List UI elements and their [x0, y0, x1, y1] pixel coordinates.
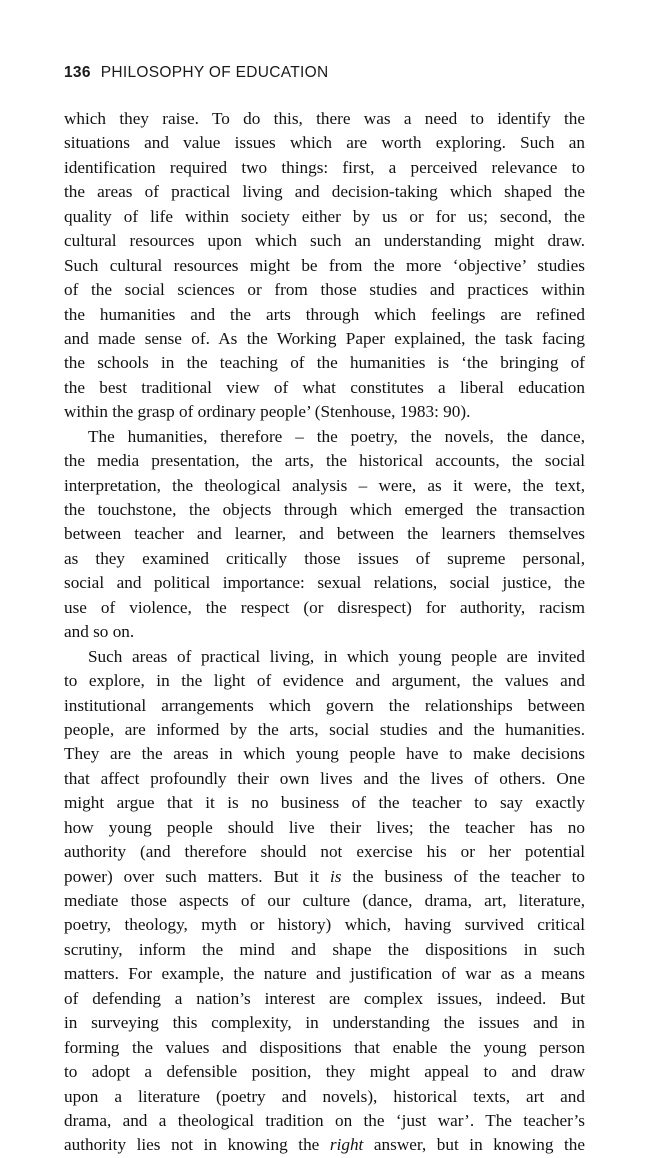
text-line: the schools in the teaching of the humanities is ‘the bringing of	[64, 353, 585, 373]
text-line: cultural resources upon which such an understanding might draw.	[64, 231, 585, 251]
text-line: drama, and a theological tradition on the ‘just war’. The teacher’s	[64, 1110, 585, 1130]
chapter-title: PHILOSOPHY OF EDUCATION	[100, 64, 329, 81]
text-line: poetry, theology, myth or history) which, having survived critical	[64, 915, 585, 935]
text-line: The humanities, therefore – the poetry, the novels, the dance,	[88, 426, 585, 446]
text-line: and so on.	[64, 622, 135, 642]
text-line: authority (and therefore should not exercise his or her potential	[64, 842, 585, 862]
text-line: the best traditional view of what constitutes a liberal education	[64, 377, 585, 397]
text-line: the humanities and the arts through which feelings are refined	[64, 304, 585, 324]
text-line: use of violence, the respect (or disrespect) for authority, racism	[64, 597, 585, 617]
text-line: situations and value issues which are worth exploring. Such an	[64, 133, 585, 153]
text-line: interpretation, the theological analysis – were, as it were, the text,	[64, 475, 585, 495]
text-line: that affect profoundly their own lives and the lives of others. One	[64, 768, 585, 788]
text-line: the areas of practical living and decision-taking which shaped the	[64, 182, 585, 202]
text-line: and made sense of. As the Working Paper explained, the task facing	[64, 328, 585, 348]
text-line: matters. For example, the nature and justification of war as a means	[64, 964, 585, 984]
text-line: identification required two things: first, a perceived relevance to	[64, 157, 585, 177]
text-line: They are the areas in which young people have to make decisions	[64, 744, 585, 764]
body-text	[64, 107, 585, 1158]
text-line: might argue that it is no business of the teacher to say exactly	[64, 793, 585, 813]
text-line: which they raise. To do this, there was a need to identify the	[64, 109, 585, 128]
text-line: social and political importance: sexual relations, social justice, the	[64, 573, 585, 593]
text-line: Such areas of practical living, in which young people are invited	[88, 646, 585, 666]
text-line: institutional arrangements which govern the relationships between	[64, 695, 585, 715]
emphasis: right	[329, 1135, 364, 1155]
text-line: mediate those aspects of our culture (dance, drama, art, literature,	[64, 891, 585, 910]
emphasis: is	[329, 866, 342, 886]
text-line: the touchstone, the objects through which emerged the transaction	[64, 500, 585, 519]
text-line: between teacher and learner, and between the learners themselves	[64, 524, 585, 544]
text-line: to adopt a defensible position, they might appeal to and draw	[64, 1062, 585, 1082]
running-head	[64, 64, 328, 82]
text-line: to explore, in the light of evidence and argument, the values and	[64, 671, 585, 691]
text-line: as they examined critically those issues of supreme personal,	[64, 548, 585, 568]
text-line: of the social sciences or from those studies and practices within	[64, 280, 585, 300]
text-line: Such cultural resources might be from the more ‘objective’ studies	[64, 255, 585, 275]
text-line: power) over such matters. But it is the business of the teacher to	[64, 866, 585, 886]
text-line: authority lies not in knowing the right answer, but in knowing the	[64, 1135, 585, 1155]
text-line: of defending a nation’s interest are complex issues, indeed. But	[64, 988, 585, 1008]
text-line: the media presentation, the arts, the historical accounts, the social	[64, 451, 585, 471]
text-line: people, are informed by the arts, social studies and the humanities.	[64, 719, 585, 739]
page-number: 136	[64, 64, 91, 81]
text-line: forming the values and dispositions that enable the young person	[64, 1037, 585, 1057]
text-line: within the grasp of ordinary people’ (Stenhouse, 1983: 90).	[64, 402, 471, 422]
text-line: quality of life within society either by us or for us; second, the	[64, 206, 585, 226]
text-line: in surveying this complexity, in understanding the issues and in	[64, 1013, 585, 1033]
text-line: upon a literature (poetry and novels), historical texts, art and	[64, 1086, 585, 1106]
text-line: how young people should live their lives; the teacher has no	[64, 817, 585, 837]
text-line: scrutiny, inform the mind and shape the dispositions in such	[64, 939, 585, 959]
